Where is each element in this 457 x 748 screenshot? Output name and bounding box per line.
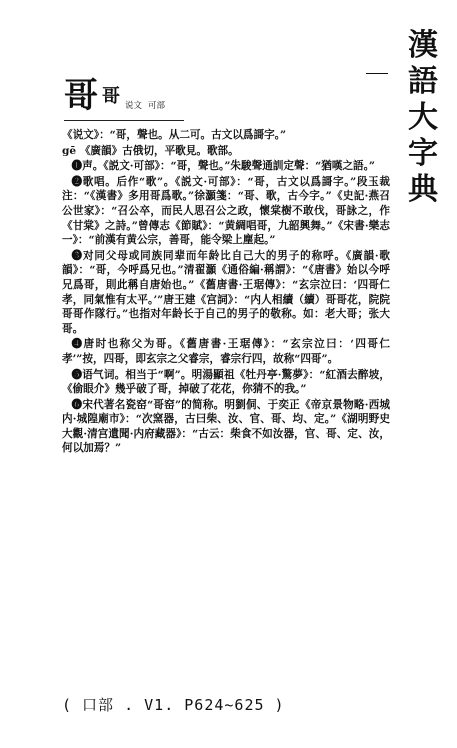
headword-variant: 哥 [102,86,120,107]
radical-code: 可部 [148,101,166,111]
entry-paragraph: ❹唐时也称父为哥。《舊唐書·王琚傳》：“玄宗泣曰：‘四哥仁孝’”按，四哥，即玄宗之父睿宗，睿宗行四，故称“四哥”。 [62,338,390,365]
headword-source [125,100,165,112]
title-char: 漢 [408,28,438,63]
title-char: 語 [408,64,438,99]
handwritten-reference: ( 口部 . V1. P624~625 ) [62,696,285,714]
title-divider [366,73,388,74]
title-char: 字 [408,136,438,171]
title-char: 大 [408,100,438,135]
entry-paragraph: ❷歌唱。后作“歌”。《説文·可部》：“哥，古文以爲謌字。”段玉裁注：“《漢書》多用哥爲歌。”徐灝箋：“哥、歌，古今字。”《史記·燕召公世家》：“召公卒，而民人思召公之政，懷棠樹不敢伐，哥詠之，作《甘棠》之詩。”曾傳志《節賦》：“黄綢唱哥，九韶興舞。”《宋書·樂志一》：“前漢有黄公宗，善哥，能令梁上塵起。” [62,175,390,247]
entry-paragraph: ❶声。《説文·可部》：“哥，聲也。”朱駿聲通訓定聲：“猶嘆之語。” [71,160,376,173]
entry-paragraph: ❻宋代著名瓷窑“哥窑”的简称。明劉侗、于奕正《帝京景物略·西城内·城隍廟市》：“次窯器，古曰柴、汝、官、哥、均、定。”《湖明野史大觀·清宫遺聞·内府藏器》：“古云：柴食不如汝器，官、哥、定、汝，何以加焉？” [62,398,390,455]
entry-paragraph: 《说文》：“哥，聲也。从二可。古文以爲謌字。” [62,129,287,141]
title-char: 典 [408,172,438,207]
entry-paragraph: gē 《廣韻》古俄切，平歌見。歌部。 [62,144,239,157]
entry-paragraph: ❺语气词。相当于“啊”。明湯顯祖《牡丹亭·驚夢》：“紅酒去醉坡，《偷眼介》幾乎破了哥，掉破了花花，你猜不的我。” [62,368,390,396]
entry-paragraph: ❸对同父母或同族同辈而年龄比自己大的男子的称呼。《廣韻·歌韻》：“哥，今呼爲兄也。”清翟灝《通俗編·稱謂》：“《唐書》始以今呼兄爲哥，則此稱自唐始也。”《舊唐書·王琚傳》：“玄宗泣曰：‘四哥仁孝，同氣惟有太平。’”唐王建《宫詞》：“内人相續（續）哥哥花，院院哥哥作隊行。”也指对年龄长于自己的男子的敬称。如：老大哥；张大哥。 [62,249,390,335]
dictionary-title [406,28,440,208]
headword: 哥 [64,76,98,116]
entry-body [62,128,390,457]
headword-underline [64,120,184,121]
source-label: 说文 [125,101,143,111]
